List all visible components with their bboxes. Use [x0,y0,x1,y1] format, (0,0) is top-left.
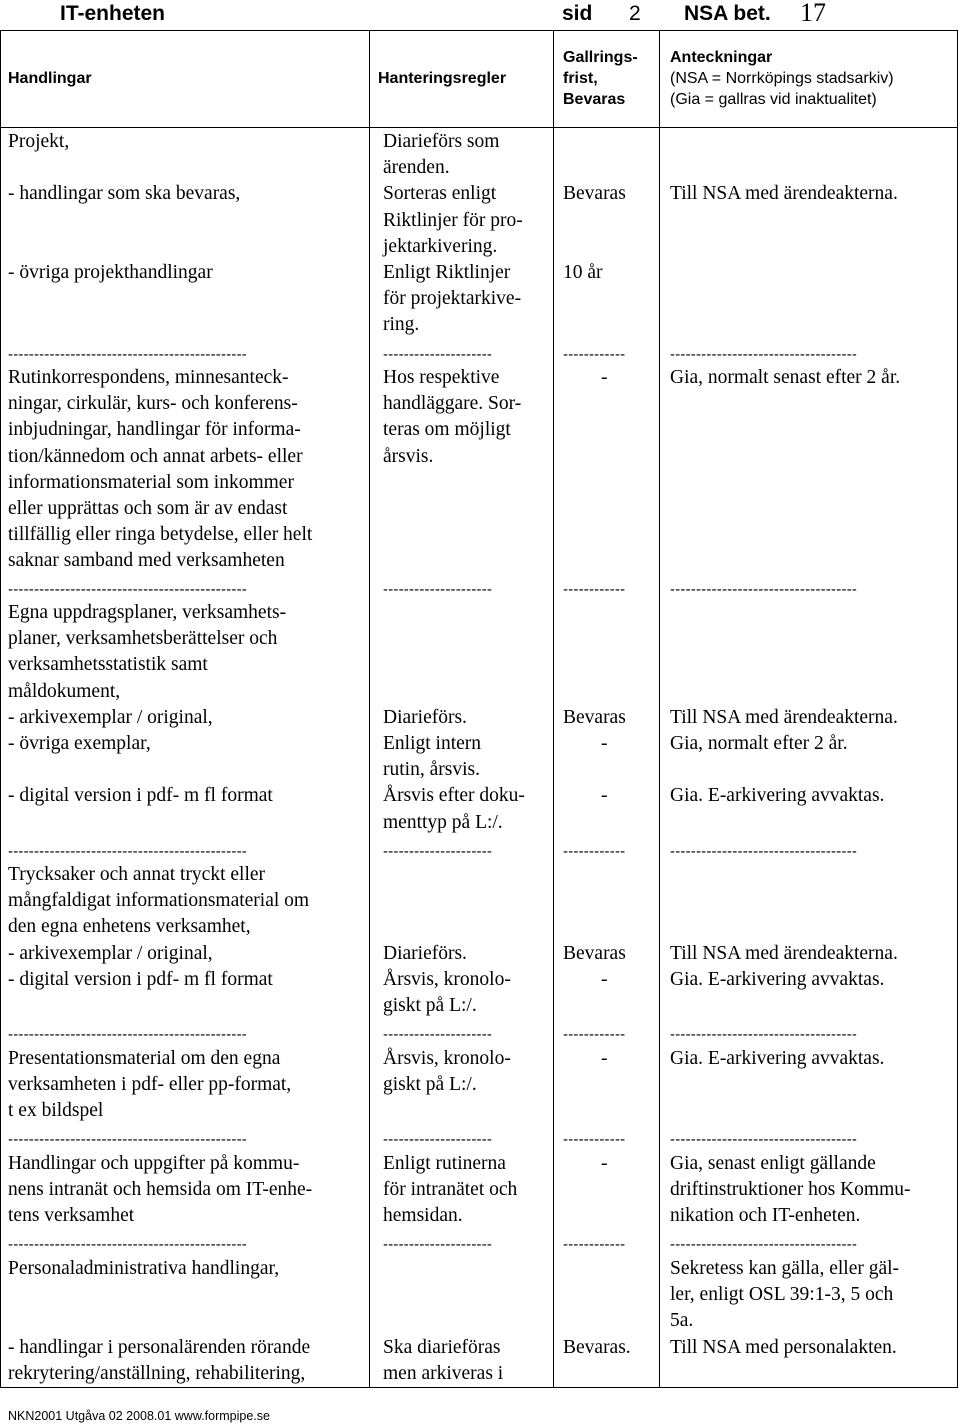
text-line: Gia. E-arkivering avvaktas. [670,968,885,990]
text-line: Projekt, [8,131,70,152]
text-line: Gia. E-arkivering avvaktas. [670,785,885,807]
text-line: Rutinkorrespondens, minnesanteck- [8,367,289,388]
text-line: Riktlinjer för pro- [383,209,523,231]
text-line [8,1282,310,1308]
text-line: Bevaras [563,706,626,728]
text-line: Egna uppdragsplaner, verksamhets- [8,602,287,623]
text-line: Gia, senast enligt gällande [670,1153,876,1174]
row-4-gallring [563,862,626,993]
nsa-label: NSA bet. [684,2,771,25]
separator-dashes: ------------------------------------ [670,844,858,860]
row-7-handlingar [8,1256,310,1387]
text-line: ningar, cirkulär, kurs- och konferens- [8,393,298,415]
row-3-hantering [383,600,525,836]
separator-dashes: ------------ [563,1237,626,1253]
text-line: Gia, normalt efter 2 år. [670,733,848,755]
text-line [563,129,626,155]
row-6-anteckningar [670,1151,910,1230]
text-line: Handlingar och uppgifter på kommu- [8,1153,300,1174]
text-line: Årsvis efter doku- [383,785,525,807]
text-line [383,862,511,888]
table-top-border [0,30,958,31]
text-line: Hos respektive [383,367,500,388]
text-line: rekrytering/anställning, rehabilitering, [8,1362,306,1384]
text-line: handläggare. Sor- [383,393,522,415]
text-line: Till NSA med ärendeakterna. [670,942,898,964]
text-line [383,626,525,652]
text-line: - arkivexemplar / original, [8,942,213,964]
text-line [8,155,240,181]
table-border-right [957,30,958,1388]
text-line: Diarieförs. [383,942,467,964]
row-1-handlingar [8,129,240,286]
row-1-hantering [383,129,523,339]
text-line: Sekretess kan gälla, eller gäl- [670,1258,900,1279]
separator-dashes: ---------------------------------------------- [8,347,247,363]
text-line [563,208,626,234]
footer-text: NKN2001 Utgåva 02 2008.01 www.formpipe.se [8,1409,270,1423]
text-line: teras om möjligt [383,419,511,441]
text-line: Bevaras [563,183,626,205]
separator-dashes: ------------ [563,1027,626,1043]
text-line: informationsmaterial som inkommer [8,471,294,493]
column-header-gallring-line: Bevaras [563,91,626,108]
text-line [383,652,525,678]
text-line [8,234,240,260]
header-bottom-border [0,127,958,128]
text-line [670,914,898,940]
separator-dashes: ---------------------------------------------- [8,582,247,598]
column-header-gallring-line: Gallrings- [563,49,638,66]
text-line: - övriga exemplar, [8,733,151,755]
text-line: jektarkivering. [383,235,498,257]
text-line: Årsvis, kronolo- [383,1048,511,1069]
separator-dashes: --------------------- [383,844,493,860]
row-1-gallring [563,129,626,286]
text-line: Sorteras enligt [383,183,497,205]
text-line: nens intranät och hemsida om IT-enhe- [8,1179,313,1201]
text-line [670,888,898,914]
row-2-gallring [601,365,608,391]
separator-dashes: ------------ [563,582,626,598]
separator-dashes: ------------ [563,844,626,860]
text-line [383,1282,503,1308]
separator-dashes: ------------------------------------ [670,347,858,363]
text-line: ring. [383,314,420,336]
text-line: mångfaldigat informationsmaterial om [8,890,310,912]
text-line: Diarieförs som [383,131,500,152]
text-line [670,626,898,652]
text-line: - [601,1048,608,1069]
text-line: för projektarkive- [383,288,522,310]
text-line [563,862,626,888]
sid-label: sid [562,2,593,25]
text-line [563,757,626,783]
text-line: Till NSA med personalakten. [670,1336,897,1358]
separator-dashes: --------------------- [383,347,493,363]
text-line [563,1256,631,1282]
text-line [383,1256,503,1282]
separator-dashes: ---------------------------------------------- [8,1237,247,1253]
text-line [563,234,626,260]
text-line [563,914,626,940]
text-line: ler, enligt OSL 39:1-3, 5 och [670,1284,894,1306]
text-line: - handlingar som ska bevaras, [8,183,241,205]
text-line: Ska diarieföras [383,1336,501,1358]
separator-dashes: ------------------------------------ [670,582,858,598]
column-header-gallring-line: frist, [563,70,598,87]
row-6-gallring [601,1151,608,1177]
text-line: giskt på L:/. [383,995,477,1017]
text-line [670,155,898,181]
text-line [8,1308,310,1334]
text-line: hemsidan. [383,1205,463,1227]
row-7-anteckningar [670,1256,899,1361]
separator-dashes: --------------------- [383,1237,493,1253]
row-4-hantering [383,862,511,1019]
row-5-handlingar [8,1046,291,1125]
column-header-anteckningar-line: (NSA = Norrköpings stadsarkiv) [670,70,894,87]
text-line: Enligt Riktlinjer [383,262,511,284]
text-line: Diarieförs. [383,706,467,728]
column-divider-3 [659,30,660,1388]
text-line [563,1308,631,1334]
table-bottom-border [0,1387,958,1388]
text-line [383,888,511,914]
column-header-gallring [563,47,638,110]
separator-dashes: ---------------------------------------------- [8,1132,247,1148]
separator-dashes: ------------------------------------ [670,1027,858,1043]
text-line: - [601,968,608,990]
text-line: menttyp på L:/. [383,811,503,833]
column-header-hanteringsregler: Hanteringsregler [378,70,507,87]
row-3-anteckningar [670,600,898,810]
column-header-anteckningar-line: (Gia = gallras vid inaktualitet) [670,91,877,108]
text-line [8,208,240,234]
text-line: - arkivexemplar / original, [8,706,213,728]
text-line [563,1282,631,1308]
text-line: Enligt rutinerna [383,1153,506,1174]
text-line: rutin, årsvis. [383,759,480,781]
row-2-handlingar [8,365,312,575]
separator-dashes: --------------------- [383,582,493,598]
separator-dashes: ------------ [563,1132,626,1148]
text-line: eller upprättas och som är av endast [8,498,288,520]
text-line [563,626,626,652]
text-line: Till NSA med ärendeakterna. [670,183,898,205]
text-line [670,129,898,155]
text-line [563,652,626,678]
row-5-hantering [383,1046,511,1098]
table-border-left [0,30,1,1388]
text-line: Gia. E-arkivering avvaktas. [670,1048,885,1069]
text-line [383,679,525,705]
column-header-anteckningar [670,47,894,110]
row-3-handlingar [8,600,286,810]
text-line: 5a. [670,1310,694,1332]
text-line [563,679,626,705]
text-line [670,652,898,678]
text-line: giskt på L:/. [383,1074,477,1096]
text-line: Bevaras. [563,1336,631,1358]
separator-dashes: --------------------- [383,1027,493,1043]
row-4-anteckningar [670,862,898,993]
row-2-hantering [383,365,521,470]
text-line: inbjudningar, handlingar för informa- [8,419,301,441]
column-divider-1 [369,30,370,1388]
text-line: verksamhetsstatistik samt [8,654,208,676]
text-line: Trycksaker och annat tryckt eller [8,864,266,885]
text-line [670,757,898,783]
nsa-number: 17 [800,0,826,27]
text-line: - [601,1153,608,1174]
separator-dashes: ------------------------------------ [670,1132,858,1148]
text-line: Personaladministrativa handlingar, [8,1258,280,1279]
text-line: 10 år [563,262,603,284]
text-line: årsvis. [383,445,434,467]
text-line: - [601,785,608,807]
text-line: Till NSA med ärendeakterna. [670,706,898,728]
text-line: Bevaras [563,942,626,964]
text-line [383,1308,503,1334]
text-line: den egna enhetens verksamhet, [8,916,251,938]
text-line: - digital version i pdf- m fl format [8,785,273,807]
row-5-anteckningar [670,1046,884,1072]
column-header-anteckningar-title: Anteckningar [670,49,773,66]
sid-number: 2 [629,2,641,25]
text-line: ärenden. [383,157,450,179]
text-line: tion/kännedom och annat arbets- eller [8,445,303,467]
row-7-hantering [383,1256,503,1387]
separator-dashes: ---------------------------------------------- [8,844,247,860]
text-line [563,600,626,626]
text-line: - [601,367,608,388]
row-1-anteckningar [670,129,898,208]
text-line: för intranätet och [383,1179,518,1201]
text-line: verksamheten i pdf- eller pp-format, [8,1074,292,1096]
row-2-anteckningar [670,365,900,391]
text-line: Gia, normalt senast efter 2 år. [670,367,901,388]
text-line [563,888,626,914]
text-line: tillfällig eller ringa betydelse, eller helt [8,524,313,546]
text-line: - [601,733,608,755]
text-line: - digital version i pdf- m fl format [8,968,273,990]
text-line: Enligt intern [383,733,482,755]
text-line: - handlingar i personalärenden rörande [8,1336,311,1358]
text-line: måldokument, [8,680,121,702]
column-header-handlingar: Handlingar [8,70,92,87]
row-4-handlingar [8,862,309,993]
text-line: saknar samband med verksamheten [8,550,285,572]
text-line: tens verksamhet [8,1205,135,1227]
separator-dashes: --------------------- [383,1132,493,1148]
text-line: planer, verksamhetsberättelser och [8,628,278,650]
separator-dashes: ------------------------------------ [670,1237,858,1253]
text-line: Årsvis, kronolo- [383,968,511,990]
text-line: men arkiveras i [383,1362,504,1384]
row-5-gallring [601,1046,608,1072]
text-line [8,757,286,783]
text-line: nikation och IT-enheten. [670,1205,861,1227]
text-line: driftinstruktioner hos Kommu- [670,1179,911,1201]
text-line: - övriga projekthandlingar [8,262,213,284]
row-6-hantering [383,1151,517,1230]
column-divider-2 [553,30,554,1388]
separator-dashes: ------------ [563,347,626,363]
text-line [670,862,898,888]
text-line [383,600,525,626]
row-7-gallring [563,1256,631,1361]
separator-dashes: ---------------------------------------------- [8,1027,247,1043]
text-line [670,679,898,705]
text-line [563,155,626,181]
text-line: Presentationsmaterial om den egna [8,1048,281,1069]
row-3-gallring [563,600,626,810]
unit-title: IT-enheten [60,2,166,25]
text-line [670,600,898,626]
row-6-handlingar [8,1151,312,1230]
text-line: t ex bildspel [8,1100,104,1122]
text-line [383,914,511,940]
